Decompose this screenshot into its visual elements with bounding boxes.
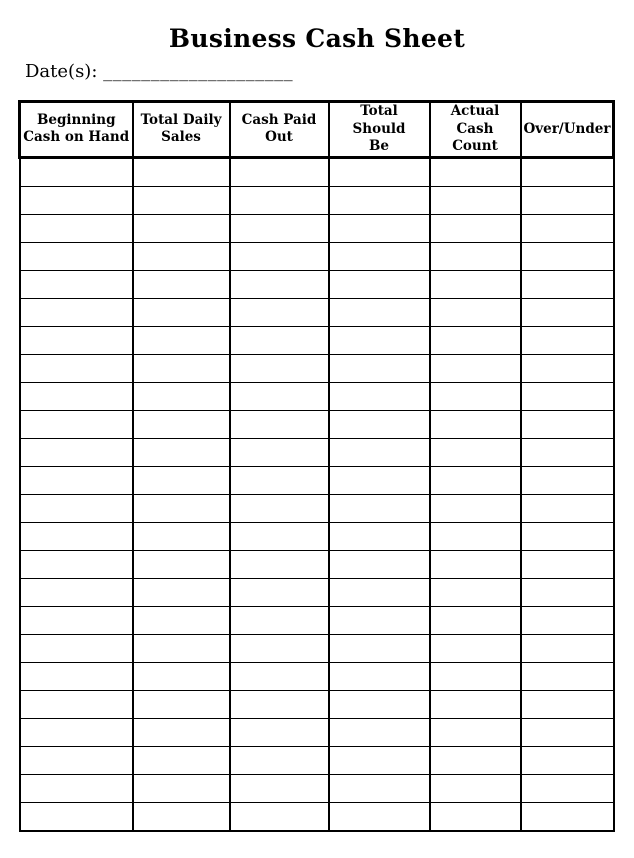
header-line: Cash Paid — [241, 111, 317, 128]
empty-cell — [521, 186, 614, 214]
empty-cell — [521, 606, 614, 634]
empty-cell — [430, 662, 521, 690]
empty-cell — [521, 326, 614, 354]
column-header-actual-cash-count — [430, 102, 521, 158]
empty-cell — [521, 550, 614, 578]
table-row — [20, 270, 614, 298]
empty-cell — [521, 718, 614, 746]
empty-cell — [20, 438, 133, 466]
empty-cell — [20, 550, 133, 578]
empty-cell — [133, 690, 230, 718]
empty-cell — [329, 494, 430, 522]
empty-cell — [133, 382, 230, 410]
empty-cell — [430, 186, 521, 214]
empty-cell — [133, 298, 230, 326]
table-row — [20, 466, 614, 494]
empty-cell — [133, 606, 230, 634]
empty-cell — [20, 214, 133, 242]
header-line: Be — [369, 138, 389, 155]
empty-cell — [521, 382, 614, 410]
empty-cell — [521, 438, 614, 466]
empty-cell — [521, 802, 614, 831]
empty-cell — [521, 242, 614, 270]
empty-cell — [230, 382, 329, 410]
empty-cell — [230, 522, 329, 550]
table-row — [20, 298, 614, 326]
table-row — [20, 186, 614, 214]
empty-cell — [329, 662, 430, 690]
empty-cell — [430, 466, 521, 494]
empty-cell — [133, 326, 230, 354]
empty-cell — [20, 466, 133, 494]
empty-cell — [230, 157, 329, 186]
empty-cell — [20, 662, 133, 690]
table-row — [20, 242, 614, 270]
table-row — [20, 550, 614, 578]
empty-cell — [20, 774, 133, 802]
empty-cell — [521, 410, 614, 438]
empty-cell — [329, 774, 430, 802]
empty-cell — [430, 578, 521, 606]
empty-cell — [230, 410, 329, 438]
empty-cell — [133, 438, 230, 466]
date-line — [25, 61, 293, 82]
empty-cell — [521, 298, 614, 326]
empty-cell — [521, 578, 614, 606]
table-row — [20, 578, 614, 606]
table-header — [20, 102, 614, 158]
empty-cell — [230, 606, 329, 634]
empty-cell — [521, 214, 614, 242]
empty-cell — [133, 354, 230, 382]
empty-cell — [329, 690, 430, 718]
empty-cell — [230, 298, 329, 326]
table-row — [20, 157, 614, 186]
empty-cell — [521, 270, 614, 298]
empty-cell — [430, 270, 521, 298]
empty-cell — [521, 634, 614, 662]
empty-cell — [20, 157, 133, 186]
empty-cell — [430, 774, 521, 802]
empty-cell — [133, 522, 230, 550]
empty-cell — [430, 690, 521, 718]
empty-cell — [230, 550, 329, 578]
empty-cell — [521, 466, 614, 494]
table-row — [20, 410, 614, 438]
empty-cell — [329, 270, 430, 298]
empty-cell — [230, 186, 329, 214]
empty-cell — [20, 410, 133, 438]
empty-cell — [133, 634, 230, 662]
empty-cell — [133, 550, 230, 578]
column-header-beginning-cash-on-hand — [20, 102, 133, 158]
empty-cell — [230, 438, 329, 466]
column-header-cash-paid-out — [230, 102, 329, 158]
empty-cell — [20, 382, 133, 410]
empty-cell — [20, 186, 133, 214]
empty-cell — [329, 522, 430, 550]
empty-cell — [430, 326, 521, 354]
empty-cell — [329, 298, 430, 326]
empty-cell — [521, 522, 614, 550]
empty-cell — [20, 298, 133, 326]
empty-cell — [430, 746, 521, 774]
empty-cell — [230, 690, 329, 718]
empty-cell — [521, 774, 614, 802]
empty-cell — [230, 634, 329, 662]
table-row — [20, 690, 614, 718]
empty-cell — [230, 774, 329, 802]
empty-cell — [329, 242, 430, 270]
empty-cell — [329, 606, 430, 634]
empty-cell — [521, 157, 614, 186]
empty-cell — [430, 410, 521, 438]
empty-cell — [521, 354, 614, 382]
empty-cell — [230, 746, 329, 774]
empty-cell — [430, 606, 521, 634]
empty-cell — [133, 466, 230, 494]
empty-cell — [230, 578, 329, 606]
empty-cell — [329, 214, 430, 242]
empty-cell — [329, 157, 430, 186]
empty-cell — [430, 438, 521, 466]
empty-cell — [329, 550, 430, 578]
empty-cell — [430, 522, 521, 550]
table-row — [20, 774, 614, 802]
empty-cell — [20, 270, 133, 298]
empty-cell — [430, 718, 521, 746]
empty-cell — [329, 802, 430, 831]
empty-cell — [430, 494, 521, 522]
empty-cell — [329, 466, 430, 494]
empty-cell — [20, 606, 133, 634]
table-row — [20, 438, 614, 466]
table-row — [20, 634, 614, 662]
empty-cell — [329, 578, 430, 606]
empty-cell — [329, 746, 430, 774]
empty-cell — [133, 270, 230, 298]
empty-cell — [20, 578, 133, 606]
empty-cell — [230, 354, 329, 382]
column-header-total-should-be — [329, 102, 430, 158]
empty-cell — [20, 718, 133, 746]
table-row — [20, 606, 614, 634]
empty-cell — [329, 354, 430, 382]
document-title: Business Cash Sheet — [168, 24, 466, 53]
header-line: Cash Count — [452, 120, 498, 155]
table-row — [20, 494, 614, 522]
table-row — [20, 326, 614, 354]
header-line: Out — [265, 129, 293, 146]
empty-cell — [521, 746, 614, 774]
empty-cell — [20, 494, 133, 522]
empty-cell — [230, 466, 329, 494]
column-header-total-daily-sales — [133, 102, 230, 158]
empty-cell — [430, 242, 521, 270]
empty-cell — [20, 634, 133, 662]
empty-cell — [133, 746, 230, 774]
table-row — [20, 718, 614, 746]
empty-cell — [230, 802, 329, 831]
table-row — [20, 662, 614, 690]
empty-cell — [430, 634, 521, 662]
empty-cell — [329, 438, 430, 466]
table-row — [20, 746, 614, 774]
empty-cell — [133, 718, 230, 746]
empty-cell — [133, 186, 230, 214]
empty-cell — [430, 802, 521, 831]
empty-cell — [20, 746, 133, 774]
empty-cell — [230, 662, 329, 690]
empty-cell — [230, 242, 329, 270]
header-line: Beginning — [36, 111, 116, 128]
empty-cell — [230, 326, 329, 354]
date-label: Date(s): — [25, 61, 104, 82]
empty-cell — [133, 157, 230, 186]
empty-cell — [521, 690, 614, 718]
empty-cell — [230, 718, 329, 746]
empty-cell — [133, 410, 230, 438]
empty-cell — [133, 494, 230, 522]
empty-cell — [430, 354, 521, 382]
empty-cell — [133, 662, 230, 690]
header-line: Total Should — [352, 103, 406, 137]
empty-cell — [20, 242, 133, 270]
empty-cell — [20, 802, 133, 831]
empty-cell — [430, 214, 521, 242]
empty-cell — [329, 718, 430, 746]
empty-cell — [230, 270, 329, 298]
empty-cell — [430, 382, 521, 410]
empty-cell — [430, 157, 521, 186]
empty-cell — [133, 802, 230, 831]
header-line: Total Daily — [140, 111, 222, 128]
empty-cell — [20, 354, 133, 382]
empty-cell — [329, 186, 430, 214]
empty-cell — [329, 382, 430, 410]
cash-sheet-table — [18, 100, 615, 832]
column-header-over-under — [521, 102, 614, 158]
empty-cell — [521, 494, 614, 522]
empty-cell — [20, 690, 133, 718]
table-row — [20, 214, 614, 242]
empty-cell — [329, 326, 430, 354]
empty-cell — [230, 214, 329, 242]
empty-cell — [133, 774, 230, 802]
empty-cell — [430, 298, 521, 326]
empty-cell — [133, 578, 230, 606]
empty-cell — [230, 494, 329, 522]
header-line: Cash on Hand — [23, 129, 130, 146]
empty-cell — [329, 410, 430, 438]
header-line: Sales — [161, 129, 201, 146]
table-body — [20, 157, 614, 831]
table-row — [20, 382, 614, 410]
empty-cell — [521, 662, 614, 690]
empty-cell — [20, 522, 133, 550]
empty-cell — [133, 214, 230, 242]
empty-cell — [20, 326, 133, 354]
table-row — [20, 522, 614, 550]
empty-cell — [430, 550, 521, 578]
table-row — [20, 802, 614, 831]
empty-cell — [133, 242, 230, 270]
header-row — [20, 102, 614, 158]
date-blank-line: ____________________ — [103, 61, 294, 82]
table-row — [20, 354, 614, 382]
header-line: Actual — [450, 103, 500, 119]
header-line: Over/Under — [523, 120, 611, 137]
empty-cell — [329, 634, 430, 662]
